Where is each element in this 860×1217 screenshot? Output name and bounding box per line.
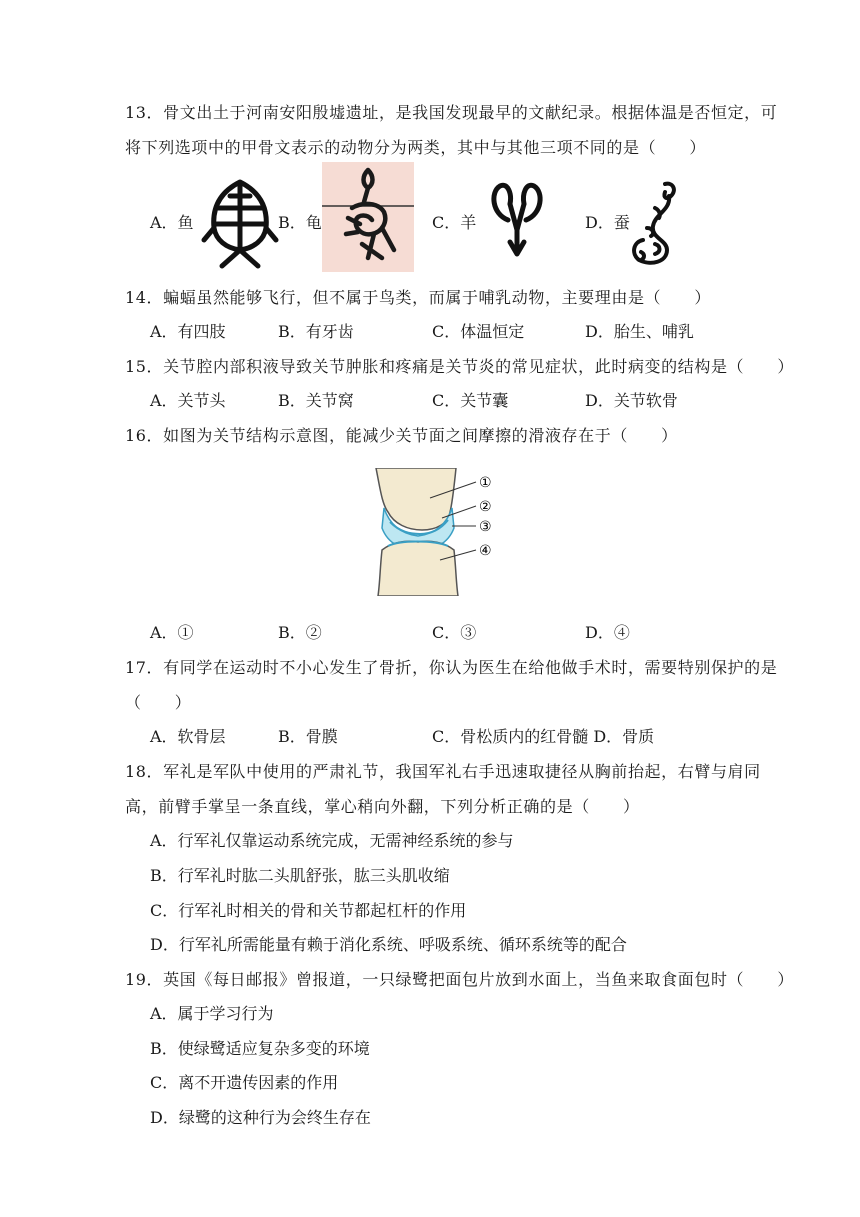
q14-option-c: C．体温恒定: [432, 322, 525, 341]
q16-stem: 16．如图为关节结构示意图，能减少关节面之间摩擦的滑液存在于（ ）: [125, 426, 678, 445]
joint-label-3: ③: [479, 519, 492, 535]
q18-stem-line2: 高，前臂手掌呈一条直线，掌心稍向外翻，下列分析正确的是（ ）: [125, 797, 640, 816]
q15-option-a: A．关节头: [150, 391, 226, 410]
joint-label-1: ①: [479, 475, 492, 491]
q19-option-a: A．属于学习行为: [150, 1004, 274, 1023]
oracle-fish-glyph: [200, 178, 280, 270]
q18-option-b: B．行军礼时肱二头肌舒张，肱三头肌收缩: [150, 866, 450, 885]
joint-label-2: ②: [479, 499, 492, 515]
q18-stem-line1: 18．军礼是军队中使用的严肃礼节，我国军礼右手迅速取捷径从胸前抬起，右臂与肩同: [125, 762, 761, 781]
q18-option-c: C．行军礼时相关的骨和关节都起杠杆的作用: [150, 901, 467, 920]
q17-stem-line1: 17．有同学在运动时不小心发生了骨折，你认为医生在给他做手术时，需要特别保护的是: [125, 658, 778, 677]
q19-option-d: D．绿鹭的这种行为会终生存在: [150, 1108, 371, 1127]
q13-option-b: B．龟: [278, 213, 322, 232]
q17-option-cd: C．骨松质内的红骨髓 D．骨质: [432, 727, 655, 746]
q18-option-d: D．行军礼所需能量有赖于消化系统、呼吸系统、循环系统等的配合: [150, 935, 627, 954]
q13-option-c: C．羊: [432, 213, 477, 232]
q15-stem: 15．关节腔内部积液导致关节肿胀和疼痛是关节炎的常见症状，此时病变的结构是（ ）: [125, 357, 794, 376]
q16-option-d: D．④: [585, 623, 630, 642]
q16-option-c: C．③: [432, 623, 477, 642]
q16-option-a: A．①: [150, 623, 194, 642]
q19-option-b: B．使绿鹭适应复杂多变的环境: [150, 1039, 370, 1058]
q19-stem: 19．英国《每日邮报》曾报道，一只绿鹭把面包片放到水面上，当鱼来取食面包时（ ）: [125, 970, 794, 989]
oracle-turtle-glyph: [322, 162, 414, 272]
q17-stem-line2: （ ）: [125, 693, 192, 712]
q17-option-b: B．骨膜: [278, 727, 338, 746]
joint-structure-diagram: [370, 468, 500, 596]
q14-option-b: B．有牙齿: [278, 322, 354, 341]
q18-option-a: A．行军礼仅靠运动系统完成，无需神经系统的参与: [150, 831, 514, 850]
q19-option-c: C．离不开遗传因素的作用: [150, 1073, 339, 1092]
q17-option-a: A．软骨层: [150, 727, 226, 746]
q13-stem-line1: 13．骨文出土于河南安阳殷墟遗址，是我国发现最早的文献纪录。根据体温是否恒定，可: [125, 103, 778, 122]
joint-label-4: ④: [479, 543, 492, 559]
q15-option-d: D．关节软骨: [585, 391, 678, 410]
q16-option-b: B．②: [278, 623, 322, 642]
q15-option-c: C．关节囊: [432, 391, 509, 410]
q14-stem: 14．蝙蝠虽然能够飞行，但不属于鸟类，而属于哺乳动物，主要理由是（ ）: [125, 288, 711, 307]
q15-option-b: B．关节窝: [278, 391, 354, 410]
q13-stem-line2: 将下列选项中的甲骨文表示的动物分为两类，其中与其他三项不同的是（ ）: [125, 138, 707, 157]
oracle-sheep-glyph: [486, 180, 548, 258]
q14-option-d: D．胎生、哺乳: [585, 322, 694, 341]
q14-option-a: A．有四肢: [150, 322, 226, 341]
oracle-silkworm-glyph: [625, 178, 687, 270]
q13-option-a: A．鱼: [150, 213, 194, 232]
q13-option-d: D．蚕: [585, 213, 630, 232]
